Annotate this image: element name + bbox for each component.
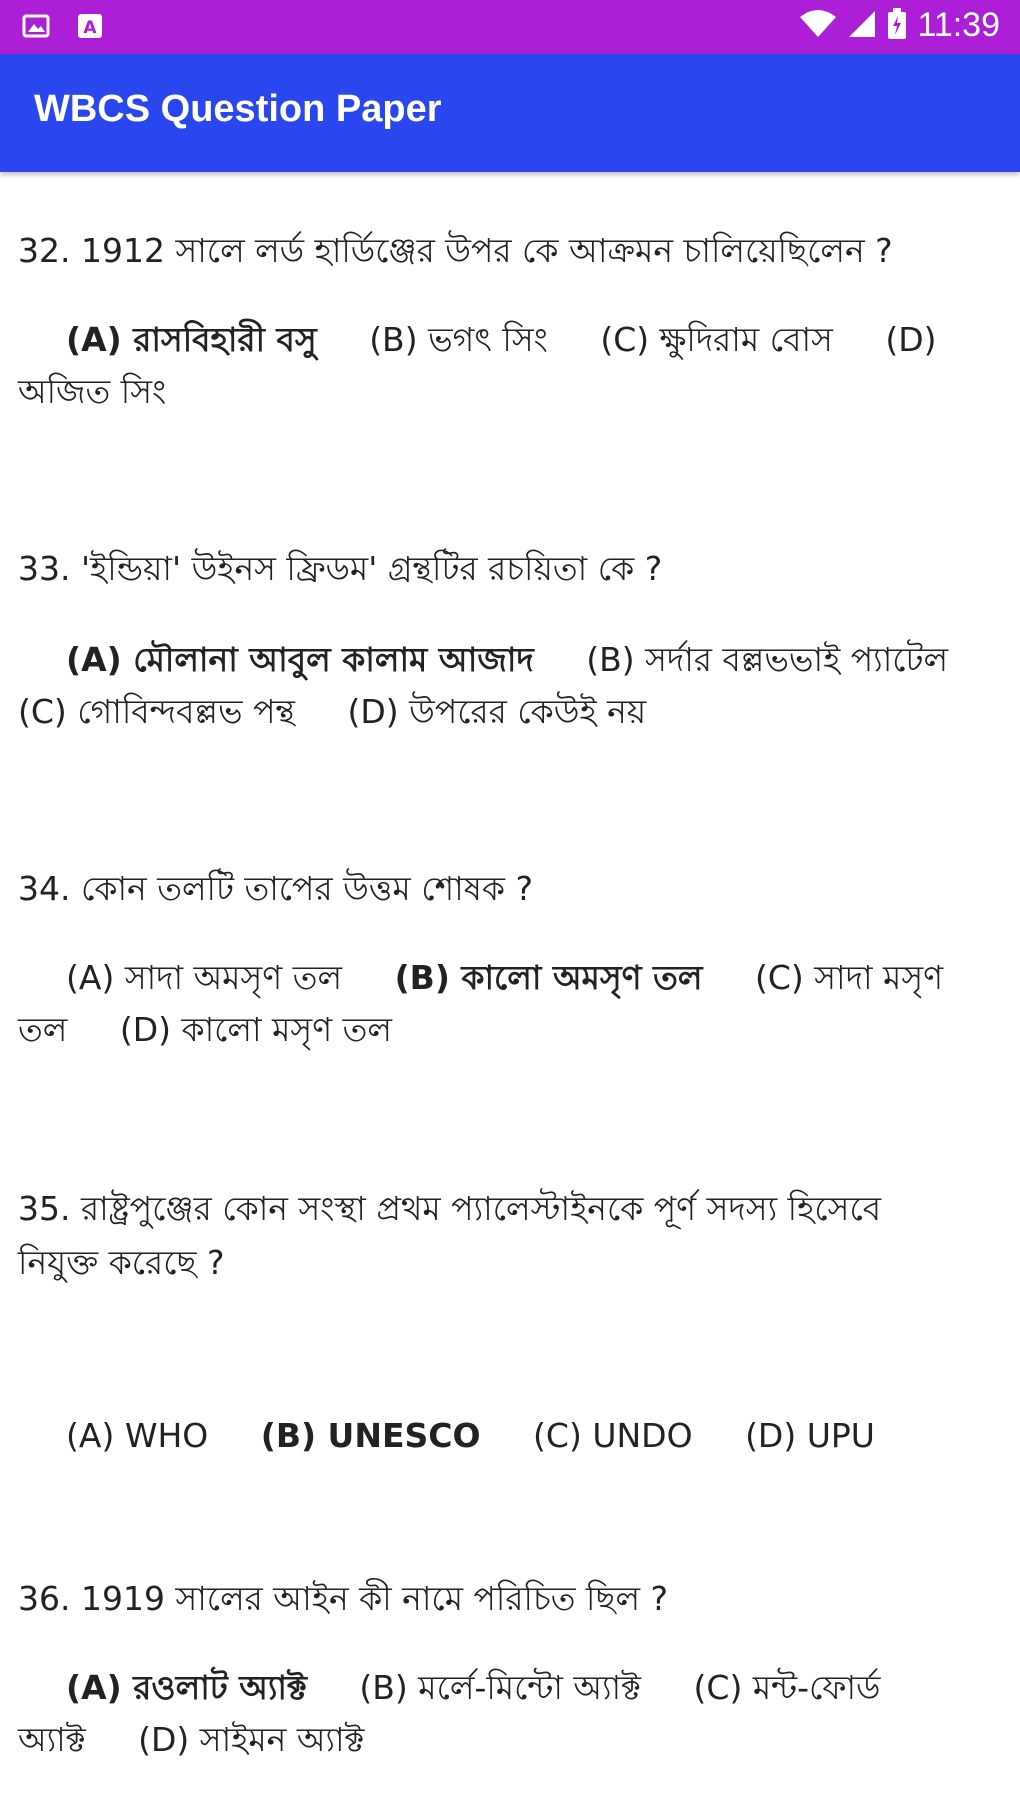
signal-icon [847,9,877,43]
app-title: WBCS Question Paper [34,88,442,130]
option: (A) WHO [66,1416,209,1455]
option: (C) সাদা মসৃণ তল [18,958,944,1049]
option: (C) ক্ষুদিরাম বোস [600,320,833,359]
option: (B) মর্লে-মিন্টো অ্যাক্ট [359,1668,642,1707]
image-icon [22,12,50,40]
clock: 11:39 [917,6,1000,44]
option: (C) মন্ট-ফোর্ড অ্যাক্ট [18,1668,881,1759]
option-correct: (B) কালো অমসৃণ তল [394,958,703,997]
options-block [18,314,998,418]
question-text: 35. রাষ্ট্রপুঞ্জের কোন সংস্থা প্রথম প্যালেস্টাইনকে পূর্ণ সদস্য হিসেবে নিযুক্ত করেছে ? [18,1189,882,1282]
option: (D) UPU [745,1416,875,1455]
option-correct: (A) মৌলানা আবুল কালাম আজাদ [66,640,534,679]
options-block [18,634,998,738]
option-correct: (A) রাসবিহারী বসু [66,320,317,359]
options-block [18,1410,998,1462]
svg-text:A: A [83,18,97,38]
wifi-icon [799,9,837,43]
option-correct: (B) UNESCO [260,1416,481,1455]
option: (B) সর্দার বল্লভভাই প্যাটেল [586,640,949,679]
a-letter-icon [76,12,104,40]
question-text: 32. 1912 সালে লর্ড হার্ডিঞ্জের উপর কে আক্রমন চালিয়েছিলেন ? [18,231,893,270]
options-block [18,952,998,1056]
question-text: 36. 1919 সালের আইন কী নামে পরিচিত ছিল ? [18,1579,669,1618]
app-bar [0,54,1020,172]
question-list[interactable] [0,172,1020,1813]
option: (D) অজিত সিং [18,320,937,411]
question-text: 34. কোন তলটি তাপের উত্তম শোষক ? [18,869,533,908]
question-text: 33. 'ইন্ডিয়া' উইনস ফ্রিডম' গ্রন্থটির রচয়িতা কে ? [18,549,663,588]
option: (C) UNDO [533,1416,693,1455]
status-bar [0,0,1020,54]
option: (D) কালো মসৃণ তল [119,1010,392,1049]
option-correct: (A) রওলাট অ্যাক্ট [66,1668,307,1707]
option: (C) গোবিন্দবল্লভ পন্থ [18,692,295,731]
option: (B) ভগৎ সিং [369,320,548,359]
options-block [18,1662,998,1766]
option: (D) সাইমন অ্যাক্ট [138,1720,365,1759]
option: (A) সাদা অমসৃণ তল [66,958,343,997]
battery-icon [887,8,907,44]
option: (D) উপরের কেউই নয় [347,692,647,731]
